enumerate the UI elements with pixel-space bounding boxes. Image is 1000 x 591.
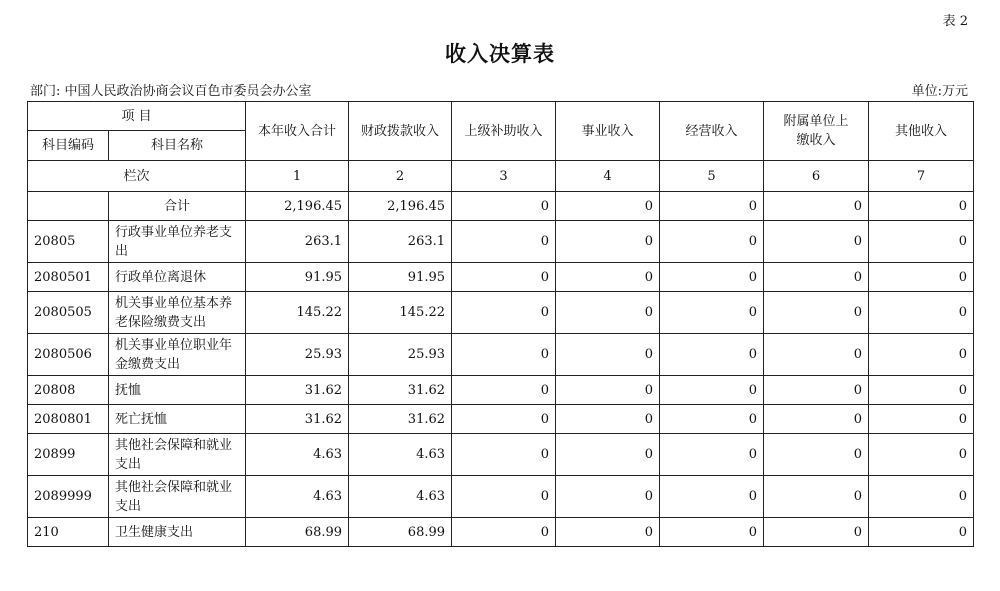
value-col-4: 0 <box>556 263 660 292</box>
value-col-2: 91.95 <box>349 263 452 292</box>
table-row <box>28 476 974 518</box>
value-col-6: 0 <box>764 221 869 263</box>
subject-code: 20808 <box>28 376 109 405</box>
subject-name: 机关事业单位职业年金缴费支出 <box>109 334 246 376</box>
header-col-1: 本年收入合计 <box>246 102 349 161</box>
value-col-1: 31.62 <box>246 405 349 434</box>
total-value-2: 2,196.45 <box>349 192 452 221</box>
value-col-7: 0 <box>869 518 974 547</box>
value-col-1: 91.95 <box>246 263 349 292</box>
value-col-4: 0 <box>556 476 660 518</box>
subject-code: 2080506 <box>28 334 109 376</box>
value-col-5: 0 <box>660 221 764 263</box>
table-row <box>28 292 974 334</box>
subject-name: 其他社会保障和就业支出 <box>109 434 246 476</box>
value-col-1: 4.63 <box>246 434 349 476</box>
value-col-2: 4.63 <box>349 476 452 518</box>
subject-name: 机关事业单位基本养老保险缴费支出 <box>109 292 246 334</box>
total-label: 合计 <box>109 192 246 221</box>
unit-label: 单位:万元 <box>911 84 968 99</box>
value-col-2: 31.62 <box>349 405 452 434</box>
income-final-accounts-table <box>27 101 974 547</box>
total-value-1: 2,196.45 <box>246 192 349 221</box>
value-col-6: 0 <box>764 376 869 405</box>
value-col-2: 31.62 <box>349 376 452 405</box>
value-col-3: 0 <box>452 476 556 518</box>
value-col-7: 0 <box>869 263 974 292</box>
total-value-4: 0 <box>556 192 660 221</box>
value-col-3: 0 <box>452 518 556 547</box>
col-index-6: 6 <box>764 161 869 192</box>
col-index-label: 栏次 <box>28 161 246 192</box>
col-index-1: 1 <box>246 161 349 192</box>
value-col-3: 0 <box>452 292 556 334</box>
header-col-7: 其他收入 <box>869 102 974 161</box>
header-name: 科目名称 <box>109 131 246 161</box>
subject-code: 2080505 <box>28 292 109 334</box>
header-col-5: 经营收入 <box>660 102 764 161</box>
table-row <box>28 518 974 547</box>
table-row <box>28 263 974 292</box>
value-col-5: 0 <box>660 334 764 376</box>
subject-code: 2089999 <box>28 476 109 518</box>
table-row <box>28 434 974 476</box>
subject-code: 210 <box>28 518 109 547</box>
subject-name: 抚恤 <box>109 376 246 405</box>
value-col-1: 145.22 <box>246 292 349 334</box>
value-col-3: 0 <box>452 221 556 263</box>
value-col-5: 0 <box>660 292 764 334</box>
value-col-6: 0 <box>764 292 869 334</box>
table-row <box>28 334 974 376</box>
value-col-7: 0 <box>869 434 974 476</box>
value-col-4: 0 <box>556 221 660 263</box>
value-col-4: 0 <box>556 518 660 547</box>
value-col-7: 0 <box>869 476 974 518</box>
value-col-7: 0 <box>869 334 974 376</box>
total-row <box>28 192 974 221</box>
value-col-6: 0 <box>764 334 869 376</box>
subject-name: 行政事业单位养老支出 <box>109 221 246 263</box>
value-col-3: 0 <box>452 376 556 405</box>
value-col-4: 0 <box>556 292 660 334</box>
value-col-3: 0 <box>452 263 556 292</box>
department-label: 部门: 中国人民政治协商会议百色市委员会办公室 <box>30 84 312 99</box>
value-col-1: 4.63 <box>246 476 349 518</box>
total-code-cell <box>28 192 109 221</box>
subject-name: 其他社会保障和就业支出 <box>109 476 246 518</box>
value-col-2: 263.1 <box>349 221 452 263</box>
col-index-7: 7 <box>869 161 974 192</box>
value-col-3: 0 <box>452 334 556 376</box>
value-col-4: 0 <box>556 376 660 405</box>
table-row <box>28 405 974 434</box>
table-row <box>28 221 974 263</box>
header-col-2: 财政拨款收入 <box>349 102 452 161</box>
header-col-4: 事业收入 <box>556 102 660 161</box>
header-item: 项 目 <box>28 102 246 131</box>
header-code: 科目编码 <box>28 131 109 161</box>
value-col-1: 25.93 <box>246 334 349 376</box>
value-col-6: 0 <box>764 434 869 476</box>
subject-name: 死亡抚恤 <box>109 405 246 434</box>
value-col-2: 145.22 <box>349 292 452 334</box>
col-index-2: 2 <box>349 161 452 192</box>
value-col-6: 0 <box>764 476 869 518</box>
col-index-4: 4 <box>556 161 660 192</box>
total-value-6: 0 <box>764 192 869 221</box>
value-col-6: 0 <box>764 263 869 292</box>
value-col-3: 0 <box>452 434 556 476</box>
value-col-7: 0 <box>869 376 974 405</box>
value-col-2: 25.93 <box>349 334 452 376</box>
value-col-6: 0 <box>764 518 869 547</box>
value-col-5: 0 <box>660 405 764 434</box>
total-value-7: 0 <box>869 192 974 221</box>
value-col-5: 0 <box>660 476 764 518</box>
header-col-6: 附属单位上缴收入 <box>764 102 869 161</box>
subject-name: 行政单位离退休 <box>109 263 246 292</box>
table-row <box>28 376 974 405</box>
value-col-4: 0 <box>556 334 660 376</box>
value-col-1: 68.99 <box>246 518 349 547</box>
value-col-7: 0 <box>869 292 974 334</box>
value-col-4: 0 <box>556 405 660 434</box>
value-col-1: 31.62 <box>246 376 349 405</box>
value-col-6: 0 <box>764 405 869 434</box>
value-col-2: 4.63 <box>349 434 452 476</box>
value-col-7: 0 <box>869 221 974 263</box>
header-col-3: 上级补助收入 <box>452 102 556 161</box>
value-col-3: 0 <box>452 405 556 434</box>
subject-name: 卫生健康支出 <box>109 518 246 547</box>
table-number: 表 2 <box>942 14 968 29</box>
subject-code: 20899 <box>28 434 109 476</box>
page-title: 收入决算表 <box>445 41 555 66</box>
total-value-3: 0 <box>452 192 556 221</box>
value-col-2: 68.99 <box>349 518 452 547</box>
col-index-3: 3 <box>452 161 556 192</box>
value-col-5: 0 <box>660 518 764 547</box>
value-col-4: 0 <box>556 434 660 476</box>
value-col-5: 0 <box>660 263 764 292</box>
total-value-5: 0 <box>660 192 764 221</box>
subject-code: 20805 <box>28 221 109 263</box>
col-index-5: 5 <box>660 161 764 192</box>
subject-code: 2080801 <box>28 405 109 434</box>
value-col-5: 0 <box>660 376 764 405</box>
value-col-5: 0 <box>660 434 764 476</box>
subject-code: 2080501 <box>28 263 109 292</box>
value-col-1: 263.1 <box>246 221 349 263</box>
value-col-7: 0 <box>869 405 974 434</box>
